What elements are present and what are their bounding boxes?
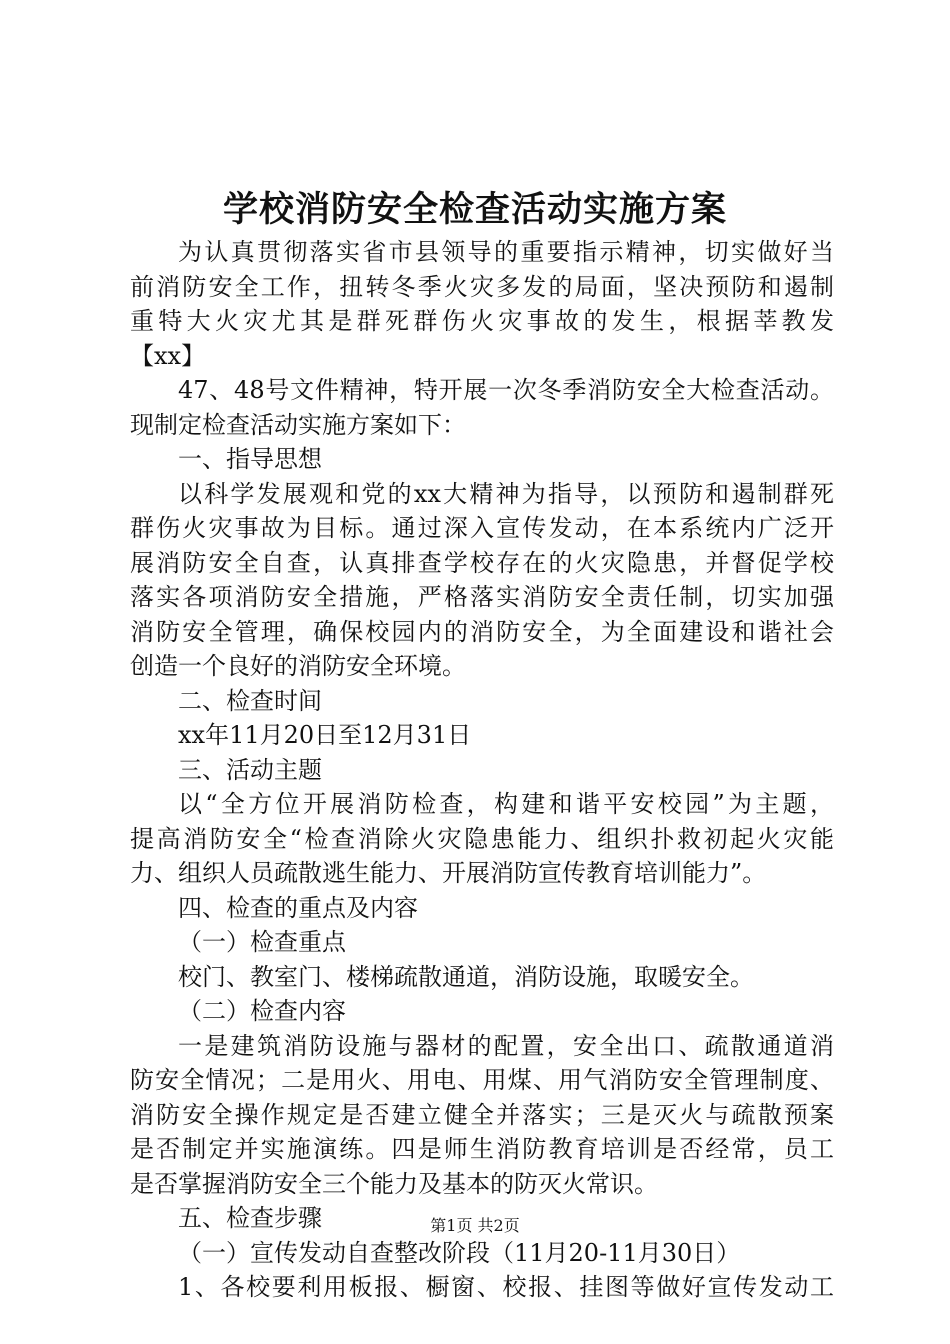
paragraph-line: 创造一个良好的消防安全环境。: [130, 652, 466, 680]
paragraph-line: xx年11月20日至12月31日: [178, 721, 472, 749]
section-heading: 一、指导思想: [178, 445, 322, 473]
paragraph-line: 重特大火灾尤其是群死群伤火灾事故的发生，根据莘教发: [130, 307, 834, 335]
paragraph-line: 力、组织人员疏散逃生能力、开展消防宣传教育培训能力”。: [130, 859, 767, 887]
paragraph-line: 前消防安全工作，扭转冬季火灾多发的局面，坚决预防和遏制: [130, 272, 834, 301]
subsection-heading: （一）检查重点: [178, 928, 346, 956]
section-heading: 四、检查的重点及内容: [178, 893, 418, 922]
paragraph-line: 防安全情况；二是用火、用电、用煤、用气消防安全管理制度、: [130, 1066, 834, 1094]
subsection-heading: （一）宣传发动自查整改阶段（11月20-11月30日）: [178, 1238, 741, 1267]
section-heading: 三、活动主题: [178, 755, 322, 784]
paragraph-line: 展消防安全自查，认真排查学校存在的火灾隐患，并督促学校: [130, 548, 834, 577]
page-footer: 第1页 共2页: [430, 1216, 520, 1235]
paragraph-line: 以“全方位开展消防检查，构建和谐平安校园”为主题，: [178, 790, 834, 818]
paragraph-line: 1、各校要利用板报、橱窗、校报、挂图等做好宣传发动工: [178, 1273, 834, 1301]
paragraph-line: 提高消防安全“检查消除火灾隐患能力、组织扑救初起火灾能: [130, 824, 834, 853]
paragraph-line: 校门、教室门、楼梯疏散通道，消防设施，取暖安全。: [178, 962, 754, 991]
document-body: [130, 235, 834, 1305]
paragraph-line: 为认真贯彻落实省市县领导的重要指示精神，切实做好当: [178, 238, 834, 266]
paragraph-line: 一是建筑消防设施与器材的配置，安全出口、疏散通道消: [178, 1031, 834, 1060]
section-heading: 二、检查时间: [178, 686, 322, 715]
document-title: 学校消防安全检查活动实施方案: [222, 189, 727, 230]
paragraph-line: 47、48号文件精神，特开展一次冬季消防安全大检查活动。: [178, 376, 834, 404]
paragraph-line: 群伤火灾事故为目标。通过深入宣传发动，在本系统内广泛开: [130, 514, 834, 542]
paragraph-line: 消防安全管理，确保校园内的消防安全，为全面建设和谐社会: [130, 617, 834, 646]
paragraph-line: 现制定检查活动实施方案如下：: [130, 410, 466, 439]
subsection-heading: （二）检查内容: [178, 997, 346, 1025]
section-heading: 五、检查步骤: [178, 1204, 322, 1232]
paragraph-line: 落实各项消防安全措施，严格落实消防安全责任制，切实加强: [130, 583, 834, 611]
paragraph-line: 是否掌握消防安全三个能力及基本的防灭火常识。: [130, 1169, 658, 1198]
paragraph-line: 是否制定并实施演练。四是师生消防教育培训是否经常，员工: [130, 1135, 834, 1163]
paragraph-line: 以科学发展观和党的xx大精神为指导，以预防和遏制群死: [178, 479, 834, 508]
paragraph-line: 【xx】: [130, 341, 206, 370]
paragraph-line: 消防安全操作规定是否建立健全并落实；三是灭火与疏散预案: [130, 1100, 834, 1129]
